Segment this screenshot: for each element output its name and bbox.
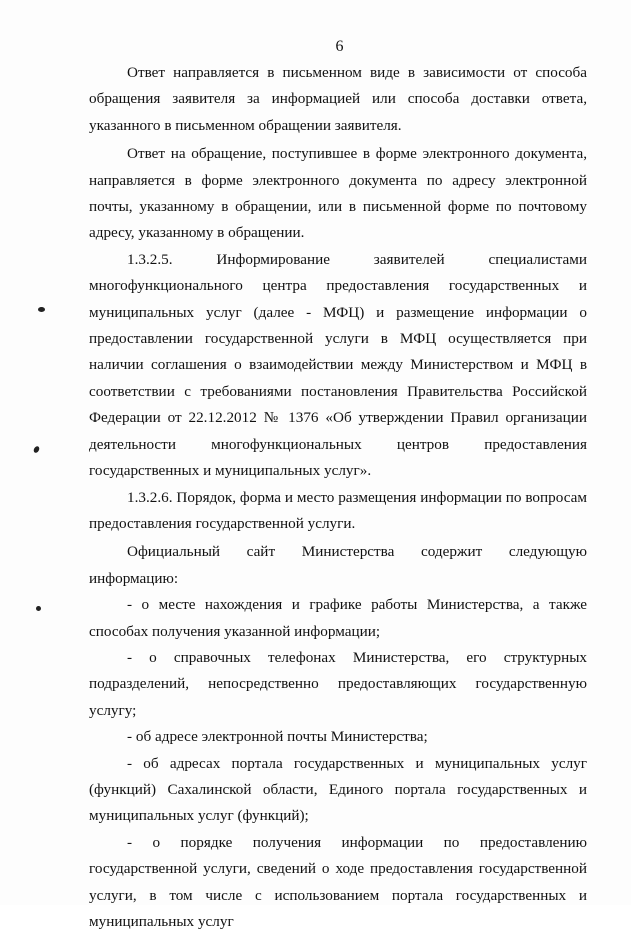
list-item-procedure: - о порядке получения информации по предоставлению государственной услуги, сведений о ходе предоставления государственной услуги, в том числе с использованием портала государственных и муниципальных услуг bbox=[89, 833, 587, 930]
scan-speck bbox=[36, 606, 41, 611]
document-body bbox=[89, 60, 587, 935]
list-item-email: - об адресе электронной почты Министерства; bbox=[127, 728, 428, 746]
paragraph-official-site: Официальный сайт Министерства содержит следующую информацию: bbox=[89, 543, 587, 587]
list-item-location: - о месте нахождения и графике работы Министерства, а также способах получения указанной информации; bbox=[89, 596, 587, 640]
paragraph-1-3-2-6: 1.3.2.6. Порядок, форма и место размещения информации по вопросам предоставления государственной услуги. bbox=[89, 488, 587, 532]
list-item-phones: - о справочных телефонах Министерства, его структурных подразделений, непосредственно предоставляющих государственную услугу; bbox=[89, 648, 587, 719]
scan-speck bbox=[38, 307, 45, 312]
paragraph-reply-electronic: Ответ на обращение, поступившее в форме электронного документа, направляется в форме электронного документа по адресу электронной почты, указанному в обращении, или в письменной форме по почтовому адресу, указанному в обращении. bbox=[89, 145, 587, 242]
list-item-portals: - об адресах портала государственных и муниципальных услуг (функций) Сахалинской области, Единого портала государственных и муниципальных услуг (функций); bbox=[89, 754, 587, 825]
paragraph-reply-written: Ответ направляется в письменном виде в зависимости от способа обращения заявителя за информацией или способа доставки ответа, указанного в письменном обращении заявителя. bbox=[89, 64, 587, 134]
page-number: 6 bbox=[335, 38, 344, 55]
paragraph-1-3-2-5: 1.3.2.5. Информирование заявителей специалистами многофункционального центра предоставления государственных и муниципальных услуг (далее - МФЦ) и размещение информации о предоставлении государственной услуги в МФЦ осуществляется при наличии соглашения о взаимодействии между Министерством и МФЦ в соответствии с требованиями постановления Правительства Российской Федерации от 22.12.2012 № 1376 «Об утверждении Правил организации деятельности многофункциональных центров предоставления государственных и муниципальных услуг». bbox=[89, 250, 587, 480]
scan-speck bbox=[33, 445, 41, 454]
